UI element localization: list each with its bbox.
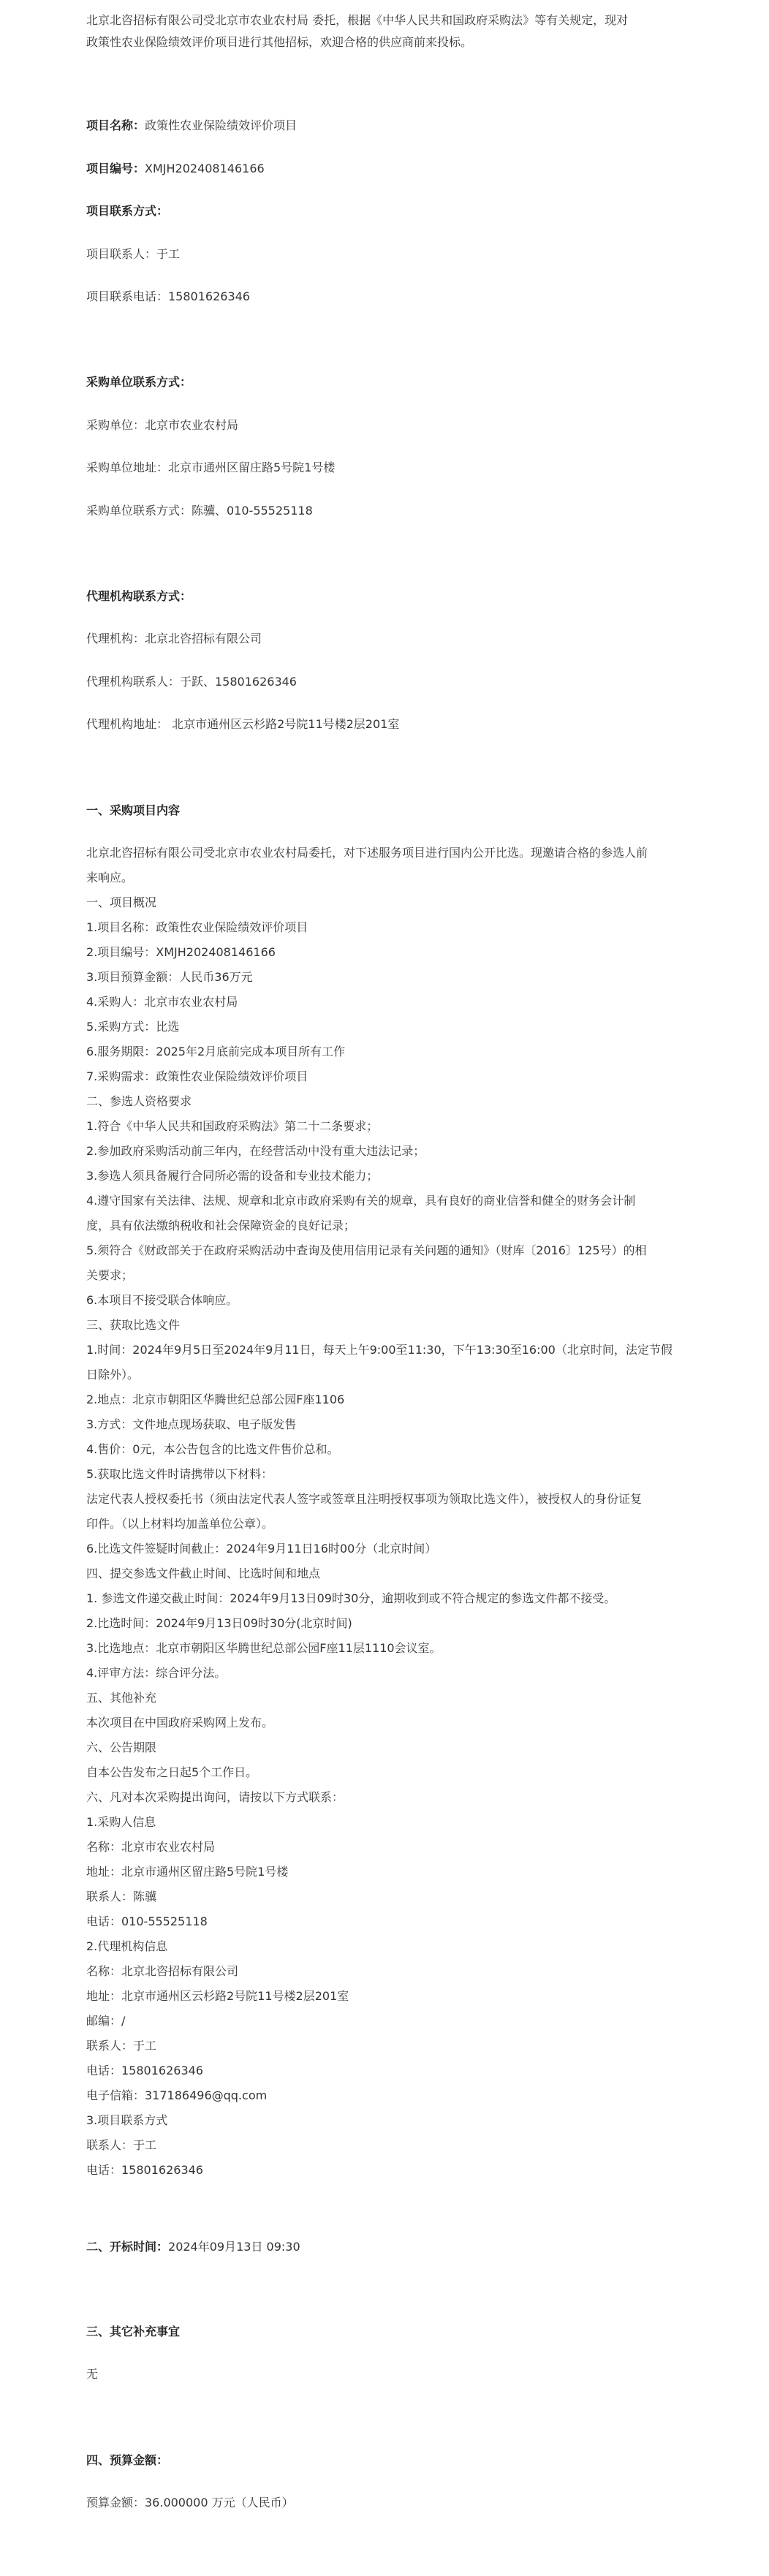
- section1-line: 度，具有依法缴纳税收和社会保障资金的良好记录；: [86, 1219, 356, 1232]
- section1-line: 3.比选地点：北京市朝阳区华腾世纪总部公园F座11层1110会议室。: [86, 1641, 442, 1655]
- agency-heading: 代理机构联系方式：: [86, 589, 192, 603]
- agency-contact: 代理机构联系人：于跃、15801626346: [86, 675, 297, 689]
- section1-line: 名称：北京市农业农村局: [86, 1840, 216, 1854]
- section1-line: 5.须符合《财政部关于在政府采购活动中查询及使用信用记录有关问题的通知》（财库〔2016〕125号）的相: [86, 1243, 647, 1257]
- section1-line: 印件。（以上材料均加盖单位公章）。: [86, 1517, 274, 1531]
- intro-line-1: 北京北咨招标有限公司受北京市农业农村局 委托，根据《中华人民共和国政府采购法》等有关规定，现对: [86, 13, 629, 27]
- section1-line: 6.比选文件签疑时间截止：2024年9月11日16时00分（北京时间）: [86, 1542, 437, 1556]
- section1-line: 1.符合《中华人民共和国政府采购法》第二十二条要求；: [86, 1119, 379, 1133]
- section1-line: 五、其他补充: [86, 1691, 157, 1705]
- section1-line: 地址：北京市通州区留庄路5号院1号楼: [86, 1865, 289, 1879]
- section1-line: 5.获取比选文件时请携带以下材料：: [86, 1467, 273, 1481]
- section1-line: 日除外）。: [86, 1368, 140, 1382]
- project-number-value: XMJH202408146166: [145, 162, 265, 175]
- section1-line: 联系人：于工: [86, 2039, 157, 2053]
- agency-address: 代理机构地址： 北京市通州区云杉路2号院11号楼2层201室: [86, 717, 400, 731]
- section1-line: 六、凡对本次采购提出询问，请按以下方式联系：: [86, 1790, 344, 1804]
- section1-line: 4.遵守国家有关法律、法规、规章和北京市政府采购有关的规章，具有良好的商业信誉和健全的财务会计制: [86, 1194, 636, 1208]
- section1-line: 四、提交参选文件截止时间、比选时间和地点: [86, 1567, 321, 1580]
- section1-line: 2.代理机构信息: [86, 1939, 168, 1953]
- project-number-label: 项目编号：: [86, 162, 145, 175]
- section1-line: 电话：010-55525118: [86, 1914, 208, 1928]
- section1-line: 3.项目联系方式: [86, 2113, 168, 2127]
- purchaser-unit: 采购单位：北京市农业农村局: [86, 418, 239, 432]
- section1-line: 6.本项目不接受联合体响应。: [86, 1293, 238, 1307]
- section1-line: 6.服务期限：2025年2月底前完成本项目所有工作: [86, 1045, 346, 1058]
- section1-line: 联系人：于工: [86, 2138, 157, 2152]
- section4-heading: 四、预算金额：: [86, 2453, 169, 2467]
- section1-line: 电子信箱：317186496@qq.com: [86, 2088, 268, 2102]
- section1-line: 联系人：陈骥: [86, 1890, 157, 1903]
- section1-line: 4.采购人：北京市农业农村局: [86, 995, 238, 1009]
- purchaser-contact: 采购单位联系方式：陈骥、010-55525118: [86, 504, 313, 518]
- project-contact-person: 项目联系人：于工: [86, 247, 181, 261]
- section1-line: 4.售价：0元，本公告包含的比选文件售价总和。: [86, 1442, 339, 1456]
- section1-line: 电话：15801626346: [86, 2064, 203, 2077]
- intro-line-2: 政策性农业保险绩效评价项目进行其他招标，欢迎合格的供应商前来投标。: [86, 35, 473, 49]
- section2-value: 2024年09月13日 09:30: [168, 2240, 300, 2254]
- project-name-value: 政策性农业保险绩效评价项目: [145, 118, 298, 132]
- section1-line: 5.采购方式：比选: [86, 1020, 180, 1034]
- section1-line: 2.项目编号：XMJH202408146166: [86, 945, 276, 959]
- section1-line: 3.方式：文件地点现场获取、电子版发售: [86, 1417, 297, 1431]
- section1-heading: 一、采购项目内容: [86, 803, 181, 817]
- section1-line: 2.比选时间：2024年9月13日09时30分(北京时间): [86, 1616, 352, 1630]
- section1-line: 名称：北京北咨招标有限公司: [86, 1964, 239, 1978]
- section1-line: 2.地点：北京市朝阳区华腾世纪总部公园F座1106: [86, 1393, 345, 1406]
- section1-line: 关要求；: [86, 1268, 134, 1282]
- section1-line: 电话：15801626346: [86, 2163, 203, 2177]
- section1-line: 1.时间：2024年9月5日至2024年9月11日，每天上午9:00至11:30，下午13:30至16:00（北京时间，法定节假: [86, 1343, 673, 1357]
- project-name-row: [86, 118, 725, 133]
- project-name-label: 项目名称：: [86, 118, 145, 132]
- section1-line: 7.采购需求：政策性农业保险绩效评价项目: [86, 1069, 308, 1083]
- project-contact-heading: 项目联系方式：: [86, 204, 169, 218]
- section2-heading: 二、开标时间：: [86, 2240, 169, 2254]
- section1-line: 邮编：/: [86, 2014, 126, 2028]
- purchaser-heading: 采购单位联系方式：: [86, 375, 192, 389]
- section1-line: 地址：北京市通州区云杉路2号院11号楼2层201室: [86, 1989, 349, 2003]
- section1-line: 二、参选人资格要求: [86, 1094, 192, 1108]
- section3-value: 无: [86, 2367, 99, 2381]
- section1-line: 来响应。: [86, 871, 134, 884]
- section1-line: 自本公告发布之日起5个工作日。: [86, 1765, 258, 1779]
- project-contact-phone: 项目联系电话：15801626346: [86, 289, 250, 303]
- section1-line: 1. 参选文件递交截止时间：2024年9月13日09时30分，逾期收到或不符合规定的参选文件都不接受。: [86, 1591, 616, 1605]
- section1-line: 三、获取比选文件: [86, 1318, 181, 1332]
- project-number-row: [86, 162, 725, 176]
- agency-name: 代理机构：北京北咨招标有限公司: [86, 632, 262, 645]
- section1-line: 3.参选人须具备履行合同所必需的设备和专业技术能力；: [86, 1169, 379, 1183]
- section1-line: 一、项目概况: [86, 895, 157, 909]
- section1-line: 4.评审方法：综合评分法。: [86, 1666, 227, 1680]
- section1-line: 本次项目在中国政府采购网上发布。: [86, 1716, 274, 1730]
- section1-line: 1.项目名称：政策性农业保险绩效评价项目: [86, 920, 308, 934]
- section1-line: 六、公告期限: [86, 1740, 157, 1754]
- section1-line: 法定代表人授权委托书（须由法定代表人签字或签章且注明授权事项为领取比选文件），被授权人的身份证复: [86, 1492, 643, 1506]
- section3-heading: 三、其它补充事宜: [86, 2325, 181, 2338]
- section1-line: 1.采购人信息: [86, 1815, 156, 1829]
- section4-value: 预算金额：36.000000 万元（人民币）: [86, 2496, 294, 2509]
- section1-line: 2.参加政府采购活动前三年内，在经营活动中没有重大违法记录；: [86, 1144, 425, 1158]
- purchaser-address: 采购单位地址：北京市通州区留庄路5号院1号楼: [86, 461, 336, 474]
- section1-line: 北京北咨招标有限公司受北京市农业农村局委托，对下述服务项目进行国内公开比选。现邀请合格的参选人前: [86, 846, 648, 860]
- section2-row: [86, 2240, 725, 2254]
- section1-line: 3.项目预算金额：人民币36万元: [86, 970, 253, 984]
